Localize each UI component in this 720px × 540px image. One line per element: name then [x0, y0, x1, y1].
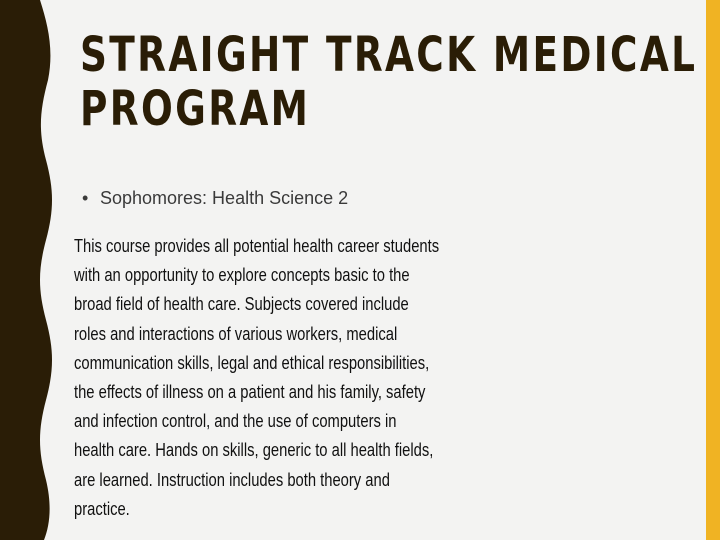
- description-line: broad field of health care. Subjects covered include: [74, 294, 409, 315]
- description-line: with an opportunity to explore concepts basic to the: [74, 265, 410, 286]
- wavy-border-shape: [0, 0, 52, 540]
- slide-title: [80, 27, 698, 137]
- bullet-item: [82, 186, 348, 210]
- description-line: health care. Hands on skills, generic to all health fields,: [74, 440, 434, 461]
- description-line: are learned. Instruction includes both theory and: [74, 469, 390, 490]
- description-line: the effects of illness on a patient and his family, safety: [74, 382, 426, 403]
- description-line: communication skills, legal and ethical responsibilities,: [74, 352, 430, 373]
- slide-title-line: STRAIGHT TRACK MEDICAL: [80, 27, 698, 83]
- bullet-marker: •: [82, 188, 89, 208]
- wavy-left-border: [0, 0, 60, 540]
- description-line: practice.: [74, 498, 130, 519]
- description-line: and infection control, and the use of computers in: [74, 411, 397, 432]
- description-line: This course provides all potential health career students: [74, 236, 440, 256]
- bullet-text: Sophomores: Health Science 2: [100, 188, 349, 208]
- right-accent-bar: [706, 0, 720, 540]
- description-line: roles and interactions of various workers, medical: [74, 323, 398, 344]
- course-description: [74, 232, 594, 524]
- slide-title-line: PROGRAM: [80, 81, 311, 137]
